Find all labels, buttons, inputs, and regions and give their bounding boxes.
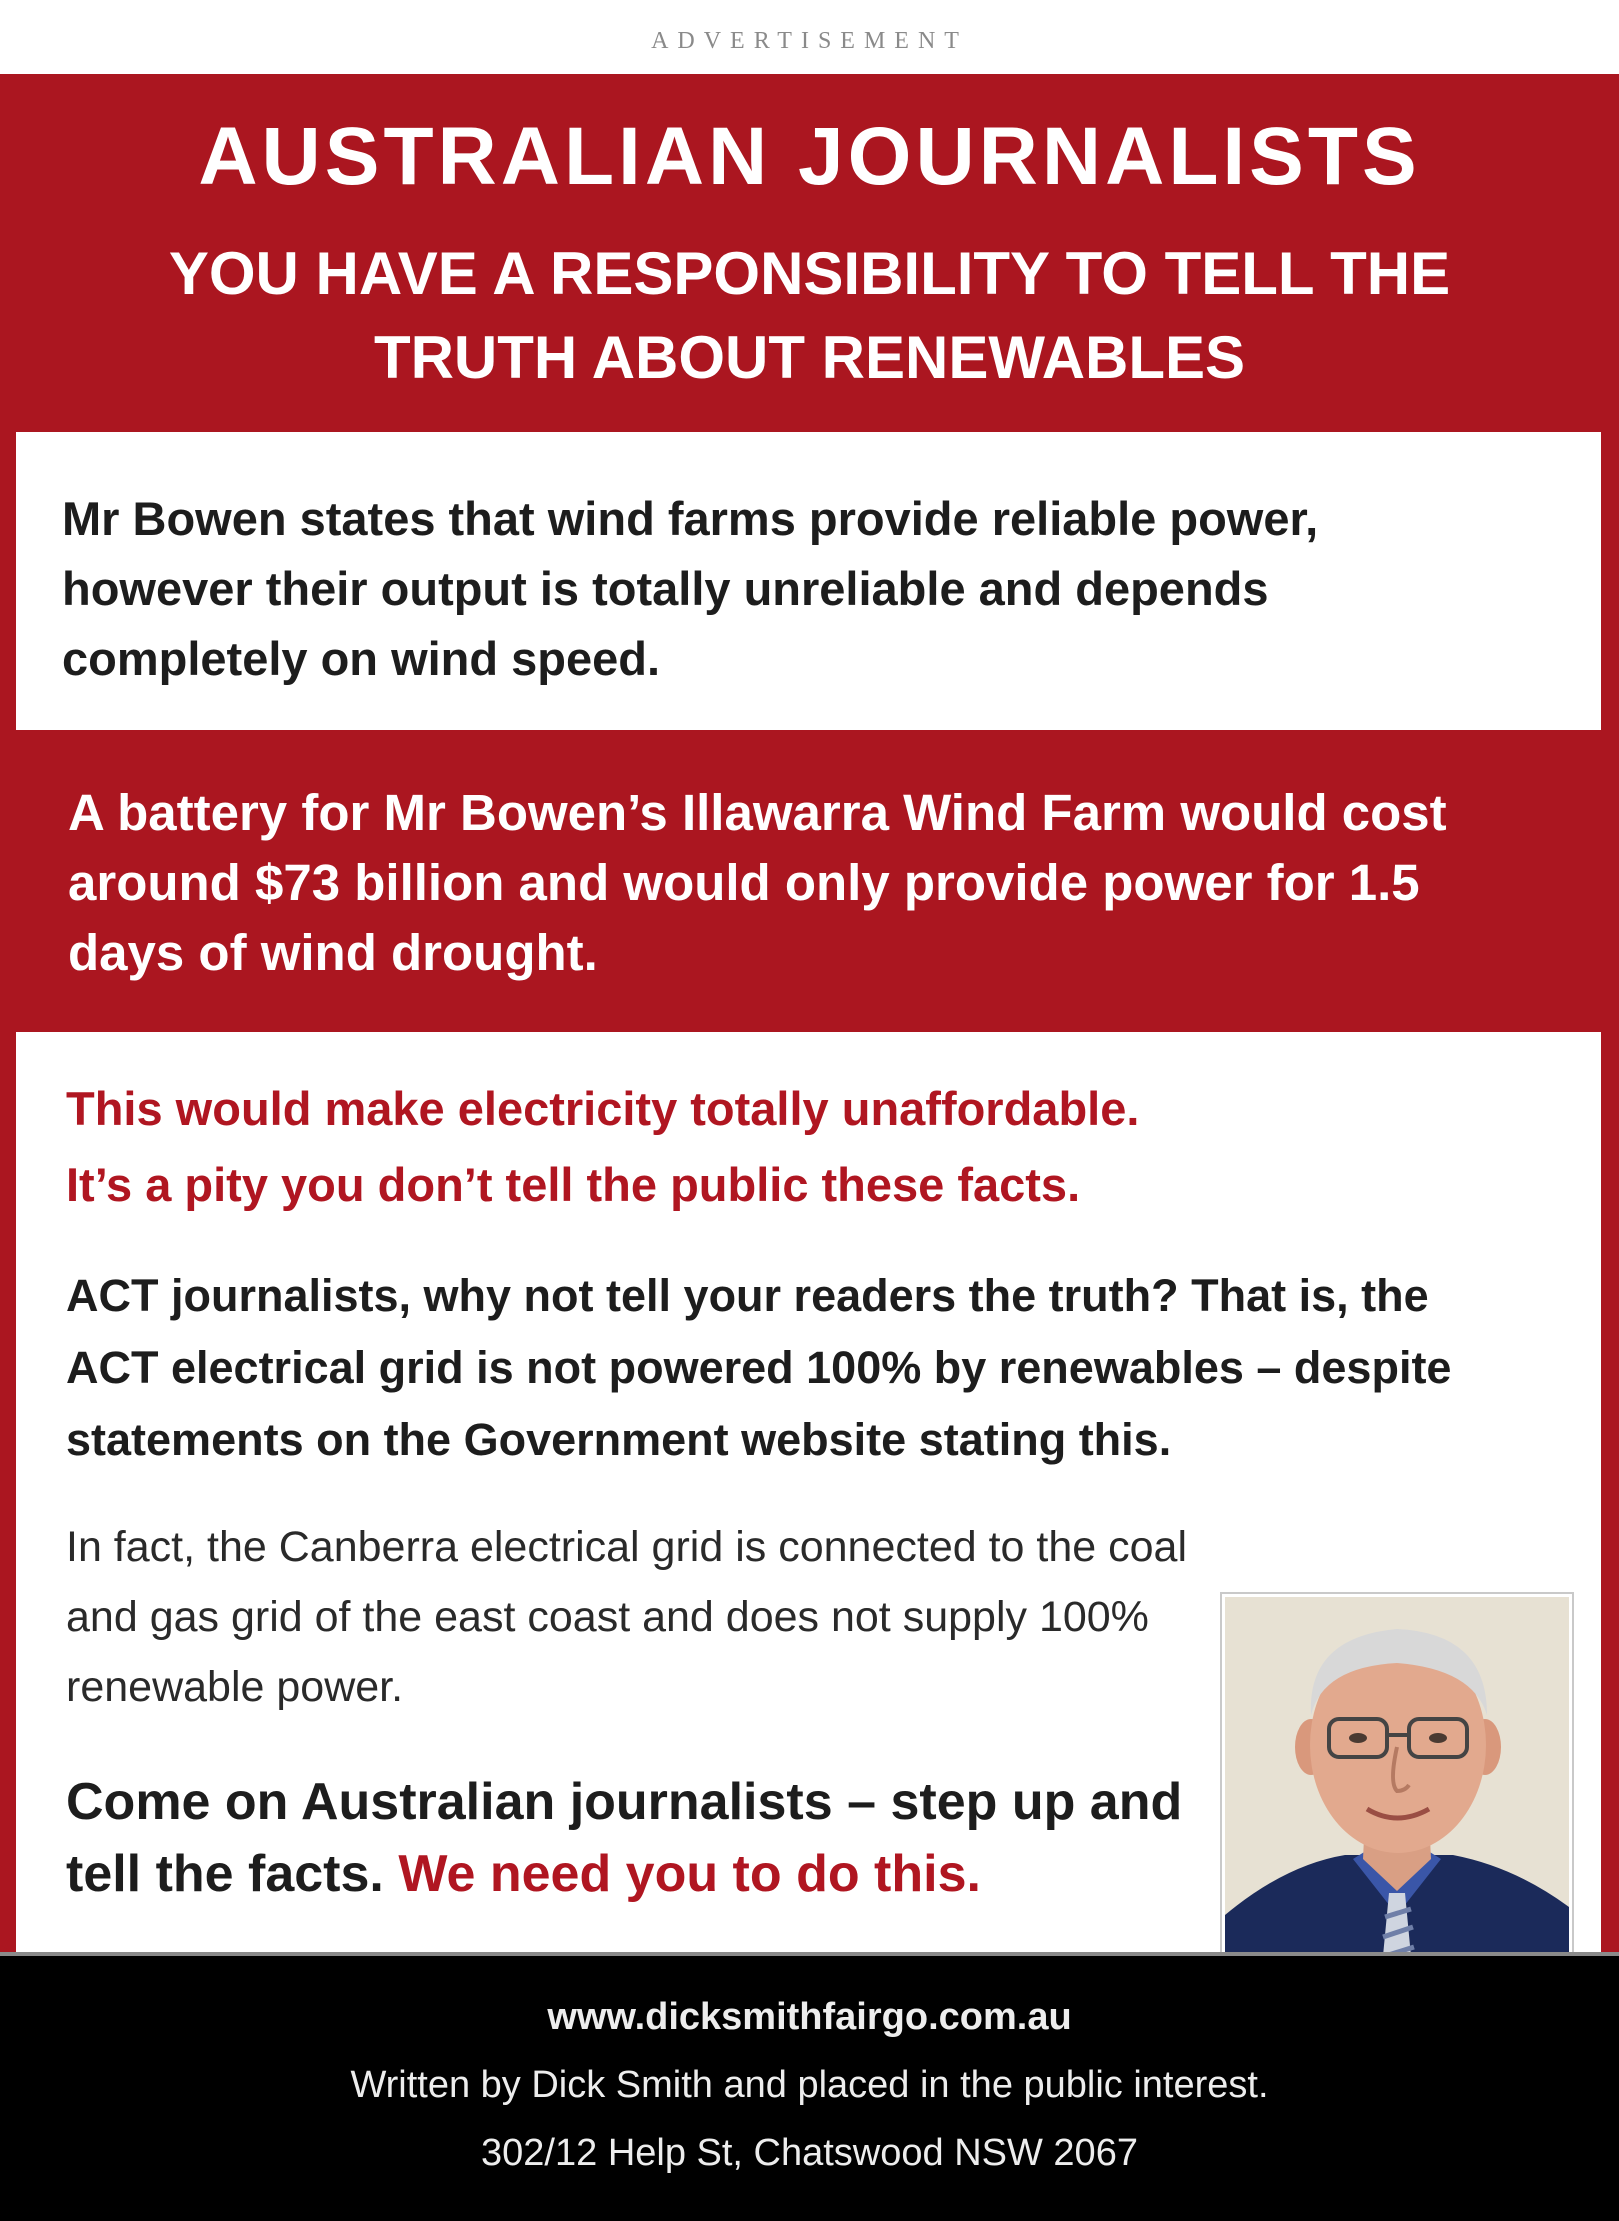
footer-address: 302/12 Help St, Chatswood NSW 2067 [481, 2132, 1138, 2174]
headline: AUSTRALIAN JOURNALISTS [198, 111, 1421, 202]
subheadline-line-2: TRUTH ABOUT RENEWABLES [373, 324, 1246, 391]
closing-emphasis: We need you to do this. [398, 1845, 981, 1903]
advertisement-label: ADVERTISEMENT [651, 28, 968, 54]
subheadline [0, 232, 1619, 400]
footer-website: www.dicksmithfairgo.com.au [547, 1996, 1072, 2038]
portrait-illustration [1225, 1597, 1569, 1977]
closing-call: Come on Australian journalists – step up and tell the facts. [66, 1773, 1183, 1903]
wind-statement: Mr Bowen states that wind farms provide reliable power, however their output is totally unreliable and depends completely on wind speed. [62, 492, 1319, 685]
act-statement: ACT journalists, why not tell your readers the truth? That is, the ACT electrical grid is not powered 100% by renewables – despite statements on the Government website stating this. [66, 1270, 1452, 1465]
pity-statement: It’s a pity you don’t tell the public these facts. [66, 1158, 1081, 1211]
footer-authorisation: Written by Dick Smith and placed in the public interest. [350, 2064, 1269, 2106]
battery-statement: A battery for Mr Bowen’s Illawarra Wind Farm would cost around $73 billion and would only provide power for 1.5 days of wind drought. [68, 784, 1447, 981]
wind-statement-box [16, 432, 1601, 730]
author-portrait [1222, 1594, 1572, 1980]
subheadline-line-1: YOU HAVE A RESPONSIBILITY TO TELL THE [168, 240, 1451, 307]
footer [0, 1952, 1619, 2221]
closing-statement [66, 1766, 1196, 1910]
unaffordable-statement: This would make electricity totally unaffordable. [66, 1082, 1140, 1135]
canberra-statement: In fact, the Canberra electrical grid is connected to the coal and gas grid of the east coast and does not supply 100% renewable power. [66, 1523, 1188, 1711]
